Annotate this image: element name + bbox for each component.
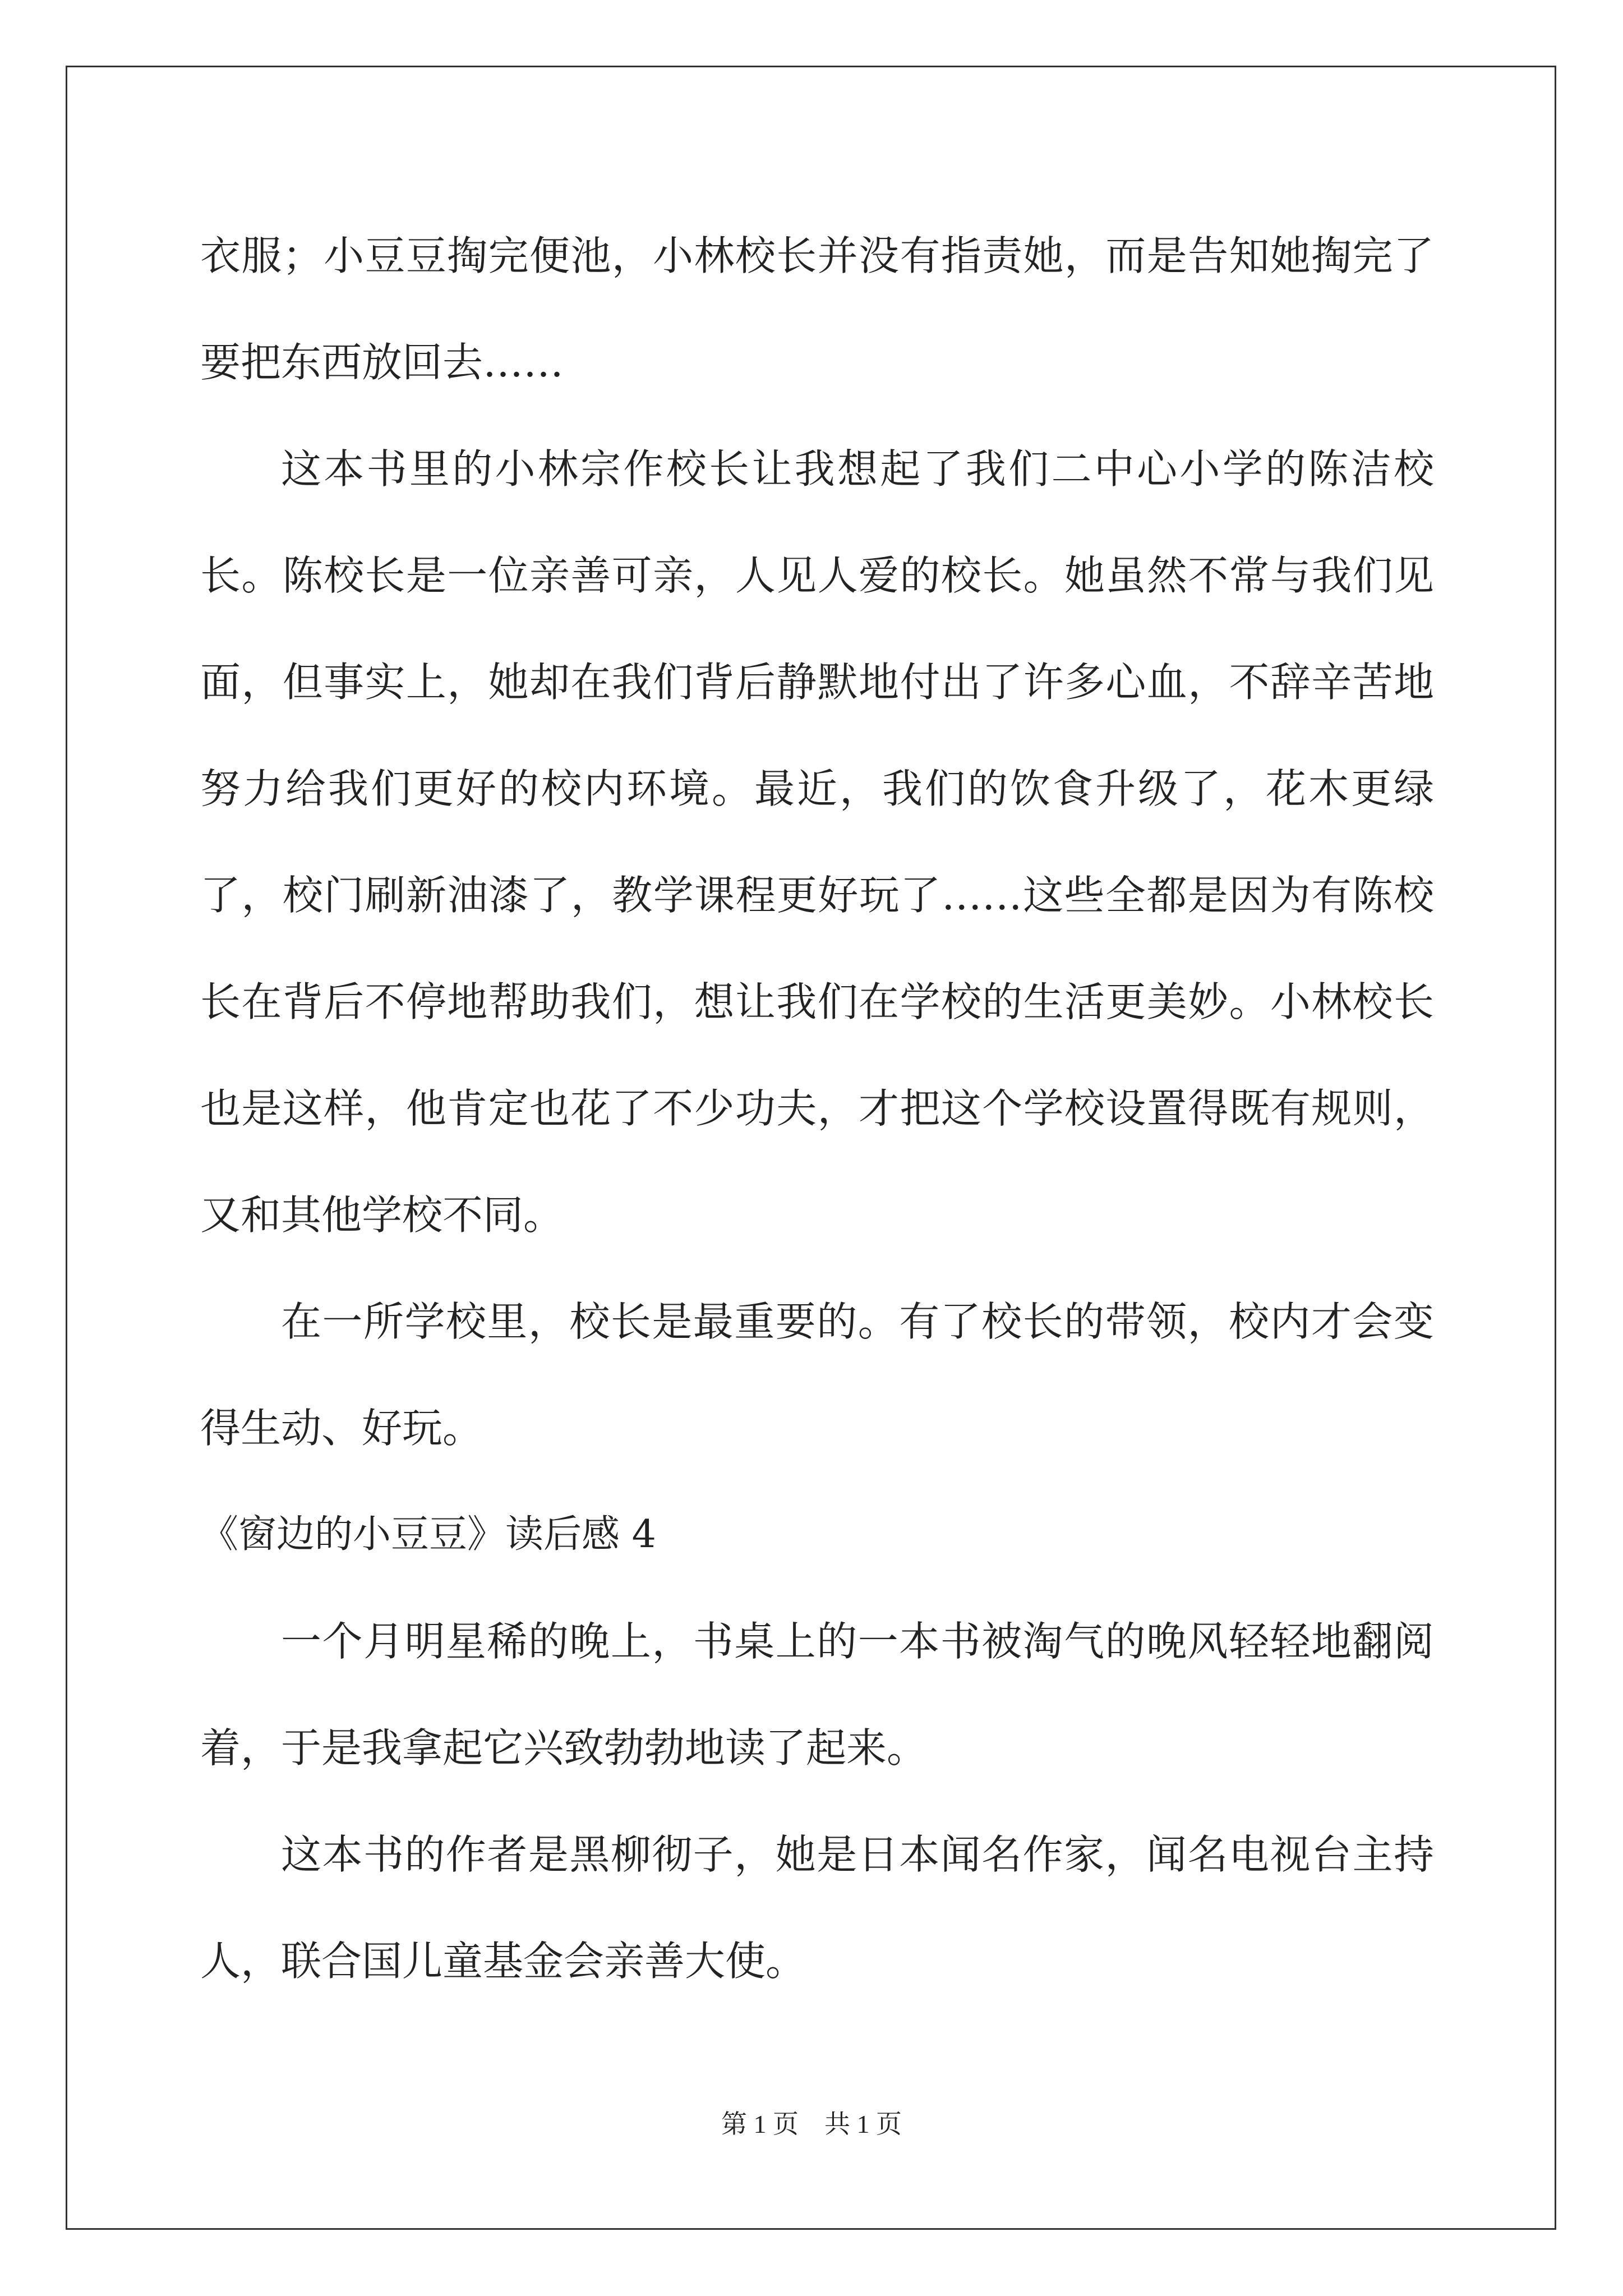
paragraph-principal-importance: 在一所学校里，校长是最重要的。有了校长的带领，校内才会变得生动、好玩。 [200,1298,1434,1452]
section-heading: 《窗边的小豆豆》读后感 4 [200,1512,656,1557]
page-total: 共 1 页 [824,2110,902,2138]
page-number: 第 1 页 [721,2110,799,2138]
page-footer [0,2104,1623,2141]
paragraph-principal-chen: 这本书里的小林宗作校长让我想起了我们二中心小学的陈洁校长。陈校长是一位亲善可亲，人见人爱的校长。她虽然不常与我们见面，但事实上，她却在我们背后静默地付出了许多心血，不辞辛苦地努力给我们更好的校内环境。最近，我们的饮食升级了，花木更绿了，校门刷新油漆了，教学课程更好玩了……这些全都是因为有陈校长在背后不停地帮助我们，想让我们在学校的生活更美妙。小林校长也是这样，他肯定也花了不少功夫，才把这个学校设置得既有规则，又和其他学校不同。 [200,445,1434,1239]
paragraph-moonlit-evening: 一个月明星稀的晚上，书桌上的一本书被淘气的晚风轻轻地翻阅着，于是我拿起它兴致勃勃地读了起来。 [200,1618,1434,1772]
paragraph-author: 这本书的作者是黑柳彻子，她是日本闻名作家，闻名电视台主持人，联合国儿童基金会亲善大使。 [200,1831,1434,1985]
document-body [200,203,1434,2014]
paragraph-continuation: 衣服；小豆豆掏完便池，小林校长并没有指责她，而是告知她掏完了要把东西放回去…… [200,232,1434,386]
